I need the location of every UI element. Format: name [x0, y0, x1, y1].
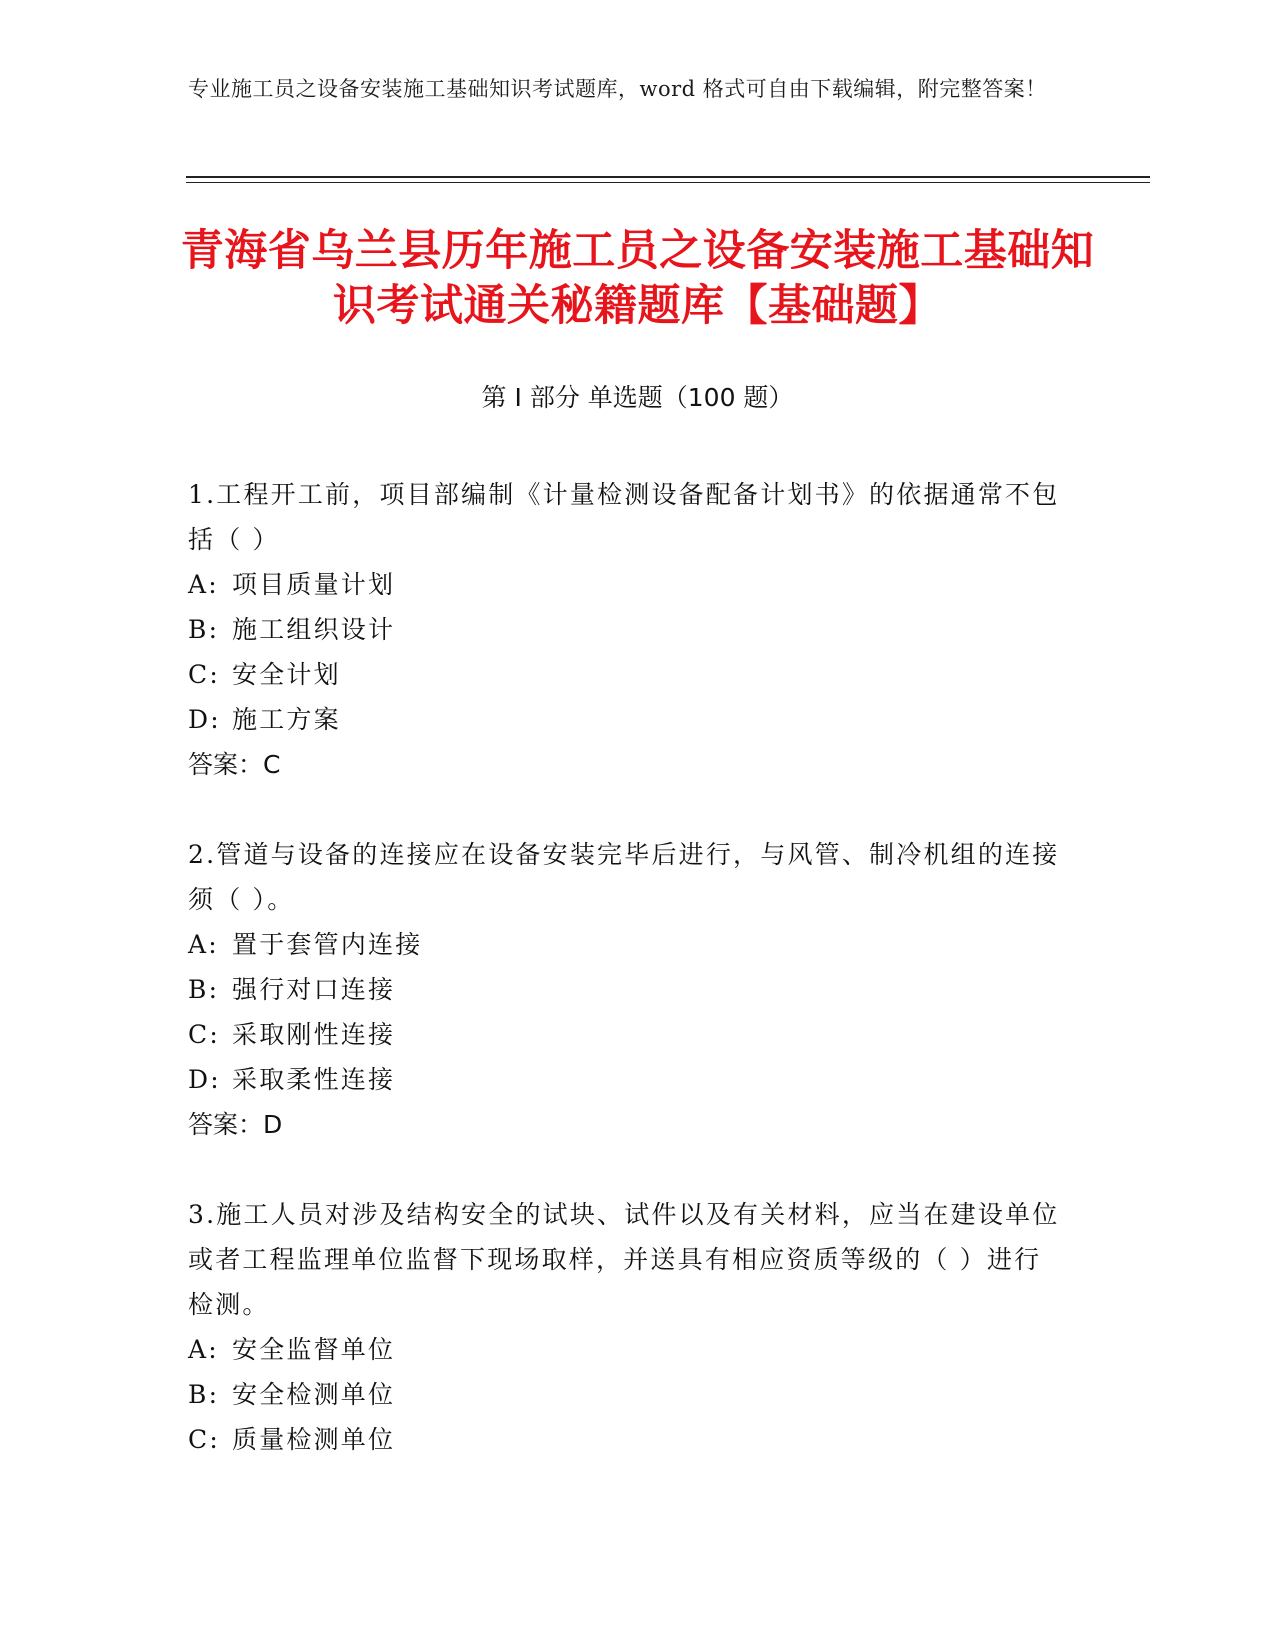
option-text: 施工组织设计: [232, 615, 396, 644]
option-a: [188, 1327, 1068, 1372]
option-text: 安全监督单位: [232, 1335, 396, 1364]
header-divider-thin: [186, 182, 1150, 183]
option-a: [188, 922, 1068, 967]
option-letter: C:: [188, 660, 220, 689]
option-letter: D:: [188, 1065, 221, 1094]
option-a: [188, 562, 1068, 607]
option-letter: C:: [188, 1425, 220, 1454]
option-letter: B:: [188, 975, 220, 1004]
option-text: 强行对口连接: [232, 975, 396, 1004]
option-c: [188, 1012, 1068, 1057]
option-text: 施工方案: [232, 705, 341, 734]
option-b: [188, 967, 1068, 1012]
option-letter: A:: [188, 1335, 219, 1364]
option-text: 采取柔性连接: [232, 1065, 396, 1094]
option-letter: C:: [188, 1020, 220, 1049]
header-note: 专业施工员之设备安装施工基础知识考试题库，word 格式可自由下载编辑，附完整答案！: [188, 77, 1047, 101]
answer-line: 答案：C: [188, 750, 281, 779]
option-text: 安全检测单位: [232, 1380, 396, 1409]
question-stem: 3.施工人员对涉及结构安全的试块、试件以及有关材料，应当在建设单位或者工程监理单位监督下现场取样，并送具有相应资质等级的（ ）进行检测。: [188, 1200, 1060, 1319]
option-letter: B:: [188, 615, 220, 644]
option-d: [188, 697, 1068, 742]
section-heading: 第 I 部分 单选题（100 题）: [481, 383, 794, 412]
option-c: [188, 652, 1068, 697]
answer-line: 答案：D: [188, 1110, 283, 1139]
option-b: [188, 1372, 1068, 1417]
option-letter: B:: [188, 1380, 220, 1409]
header-divider: [186, 176, 1150, 178]
question-stem: 1.工程开工前，项目部编制《计量检测设备配备计划书》的依据通常不包括（ ）: [188, 480, 1060, 554]
option-b: [188, 607, 1068, 652]
option-text: 项目质量计划: [232, 570, 396, 599]
option-letter: A:: [188, 930, 219, 959]
question-1: [188, 472, 1068, 787]
option-letter: D:: [188, 705, 221, 734]
option-text: 安全计划: [232, 660, 341, 689]
option-d: [188, 1057, 1068, 1102]
question-stem: 2.管道与设备的连接应在设备安装完毕后进行，与风管、制冷机组的连接须（ ）。: [188, 840, 1060, 914]
document-title: 青海省乌兰县历年施工员之设备安装施工基础知识考试通关秘籍题库【基础题】: [180, 226, 1095, 331]
option-c: [188, 1417, 1068, 1462]
option-text: 采取刚性连接: [232, 1020, 396, 1049]
question-list: [188, 472, 1068, 1507]
question-3: [188, 1192, 1068, 1462]
option-letter: A:: [188, 570, 219, 599]
option-text: 质量检测单位: [232, 1425, 396, 1454]
option-text: 置于套管内连接: [232, 930, 423, 959]
question-2: [188, 832, 1068, 1147]
